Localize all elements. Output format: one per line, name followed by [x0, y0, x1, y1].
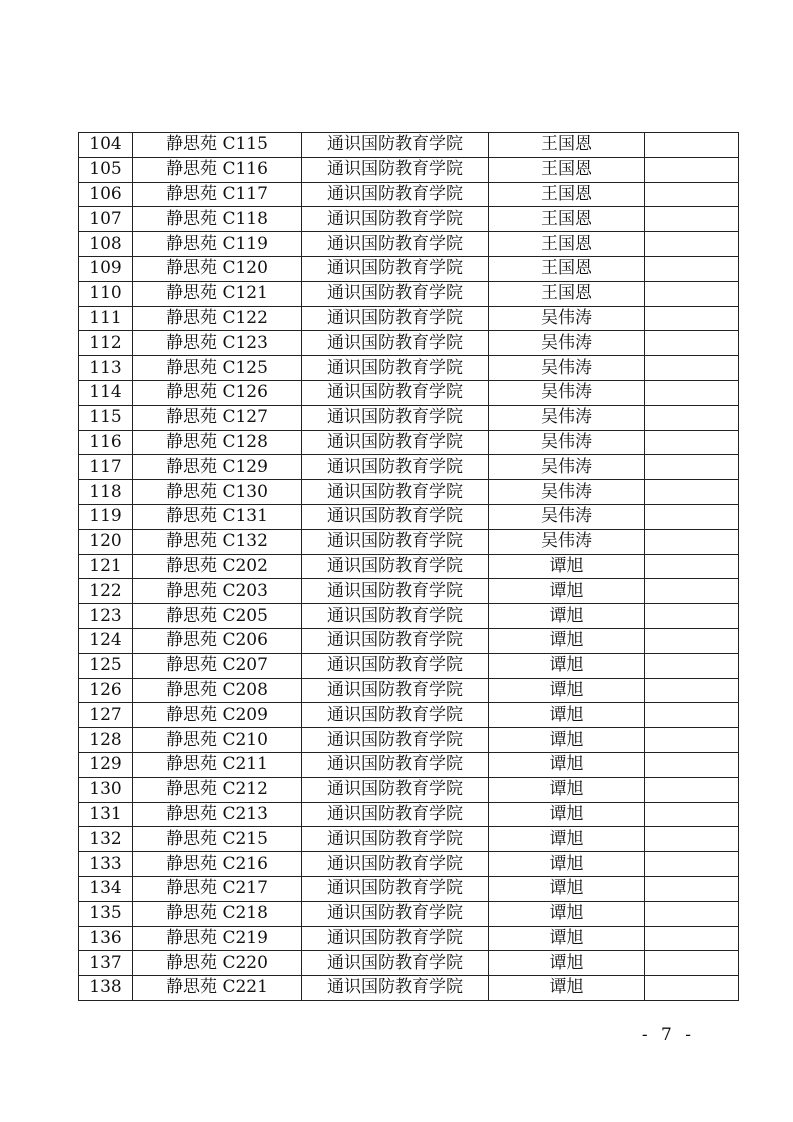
row-number-cell: 113 — [79, 356, 133, 381]
row-number-cell: 136 — [79, 926, 133, 951]
responsible-person-cell: 谭旭 — [489, 827, 645, 852]
room-cell: 静思苑 C132 — [133, 529, 302, 554]
row-number-cell: 126 — [79, 678, 133, 703]
note-cell — [645, 232, 739, 257]
table-row — [79, 504, 739, 529]
row-number-cell: 110 — [79, 281, 133, 306]
responsible-person-cell: 吴伟涛 — [489, 504, 645, 529]
room-cell: 静思苑 C119 — [133, 232, 302, 257]
college-cell: 通识国防教育学院 — [302, 604, 489, 629]
table-row — [79, 926, 739, 951]
room-cell: 静思苑 C212 — [133, 777, 302, 802]
responsible-person-cell: 吴伟涛 — [489, 331, 645, 356]
responsible-person-cell: 王国恩 — [489, 182, 645, 207]
row-number-cell: 106 — [79, 182, 133, 207]
college-cell: 通识国防教育学院 — [302, 976, 489, 1001]
responsible-person-cell: 吴伟涛 — [489, 380, 645, 405]
table-row — [79, 703, 739, 728]
table-row — [79, 480, 739, 505]
note-cell — [645, 133, 739, 158]
row-number-cell: 127 — [79, 703, 133, 728]
table-row — [79, 182, 739, 207]
table-row — [79, 827, 739, 852]
responsible-person-cell: 吴伟涛 — [489, 430, 645, 455]
college-cell: 通识国防教育学院 — [302, 480, 489, 505]
responsible-person-cell: 谭旭 — [489, 703, 645, 728]
responsible-person-cell: 谭旭 — [489, 951, 645, 976]
responsible-person-cell: 谭旭 — [489, 728, 645, 753]
room-cell: 静思苑 C205 — [133, 604, 302, 629]
row-number-cell: 109 — [79, 256, 133, 281]
college-cell: 通识国防教育学院 — [302, 182, 489, 207]
note-cell — [645, 207, 739, 232]
row-number-cell: 131 — [79, 802, 133, 827]
room-cell: 静思苑 C203 — [133, 579, 302, 604]
row-number-cell: 137 — [79, 951, 133, 976]
table-row — [79, 157, 739, 182]
note-cell — [645, 876, 739, 901]
table-row — [79, 133, 739, 158]
college-cell: 通识国防教育学院 — [302, 455, 489, 480]
table-row — [79, 653, 739, 678]
row-number-cell: 105 — [79, 157, 133, 182]
responsible-person-cell: 谭旭 — [489, 976, 645, 1001]
college-cell: 通识国防教育学院 — [302, 356, 489, 381]
note-cell — [645, 703, 739, 728]
row-number-cell: 108 — [79, 232, 133, 257]
note-cell — [645, 455, 739, 480]
college-cell: 通识国防教育学院 — [302, 554, 489, 579]
responsible-person-cell: 吴伟涛 — [489, 455, 645, 480]
note-cell — [645, 752, 739, 777]
table-row — [79, 331, 739, 356]
responsible-person-cell: 王国恩 — [489, 256, 645, 281]
room-cell: 静思苑 C207 — [133, 653, 302, 678]
note-cell — [645, 306, 739, 331]
room-cell: 静思苑 C123 — [133, 331, 302, 356]
row-number-cell: 133 — [79, 852, 133, 877]
table-row — [79, 579, 739, 604]
college-cell: 通识国防教育学院 — [302, 678, 489, 703]
table-row — [79, 232, 739, 257]
table-row — [79, 529, 739, 554]
row-number-cell: 132 — [79, 827, 133, 852]
room-cell: 静思苑 C219 — [133, 926, 302, 951]
table-row — [79, 777, 739, 802]
college-cell: 通识国防教育学院 — [302, 281, 489, 306]
room-cell: 静思苑 C125 — [133, 356, 302, 381]
table-row — [79, 380, 739, 405]
college-cell: 通识国防教育学院 — [302, 876, 489, 901]
table-row — [79, 802, 739, 827]
note-cell — [645, 579, 739, 604]
college-cell: 通识国防教育学院 — [302, 157, 489, 182]
row-number-cell: 124 — [79, 628, 133, 653]
note-cell — [645, 827, 739, 852]
responsible-person-cell: 吴伟涛 — [489, 356, 645, 381]
room-cell: 静思苑 C126 — [133, 380, 302, 405]
note-cell — [645, 554, 739, 579]
row-number-cell: 120 — [79, 529, 133, 554]
row-number-cell: 115 — [79, 405, 133, 430]
college-cell: 通识国防教育学院 — [302, 852, 489, 877]
room-cell: 静思苑 C218 — [133, 901, 302, 926]
table-row — [79, 281, 739, 306]
roster-table-body — [79, 133, 739, 1001]
table-row — [79, 752, 739, 777]
table-row — [79, 728, 739, 753]
note-cell — [645, 976, 739, 1001]
note-cell — [645, 504, 739, 529]
row-number-cell: 129 — [79, 752, 133, 777]
room-cell: 静思苑 C115 — [133, 133, 302, 158]
row-number-cell: 116 — [79, 430, 133, 455]
responsible-person-cell: 王国恩 — [489, 232, 645, 257]
note-cell — [645, 628, 739, 653]
table-row — [79, 604, 739, 629]
responsible-person-cell: 谭旭 — [489, 653, 645, 678]
row-number-cell: 135 — [79, 901, 133, 926]
room-cell: 静思苑 C127 — [133, 405, 302, 430]
college-cell: 通识国防教育学院 — [302, 703, 489, 728]
college-cell: 通识国防教育学院 — [302, 926, 489, 951]
note-cell — [645, 529, 739, 554]
row-number-cell: 121 — [79, 554, 133, 579]
note-cell — [645, 926, 739, 951]
college-cell: 通识国防教育学院 — [302, 628, 489, 653]
note-cell — [645, 182, 739, 207]
responsible-person-cell: 谭旭 — [489, 554, 645, 579]
table-row — [79, 951, 739, 976]
responsible-person-cell: 谭旭 — [489, 852, 645, 877]
note-cell — [645, 951, 739, 976]
table-row — [79, 256, 739, 281]
college-cell: 通识国防教育学院 — [302, 331, 489, 356]
room-cell: 静思苑 C210 — [133, 728, 302, 753]
college-cell: 通识国防教育学院 — [302, 306, 489, 331]
responsible-person-cell: 吴伟涛 — [489, 529, 645, 554]
college-cell: 通识国防教育学院 — [302, 579, 489, 604]
row-number-cell: 111 — [79, 306, 133, 331]
responsible-person-cell: 谭旭 — [489, 628, 645, 653]
note-cell — [645, 678, 739, 703]
room-cell: 静思苑 C206 — [133, 628, 302, 653]
note-cell — [645, 728, 739, 753]
responsible-person-cell: 谭旭 — [489, 876, 645, 901]
room-cell: 静思苑 C221 — [133, 976, 302, 1001]
room-cell: 静思苑 C122 — [133, 306, 302, 331]
table-row — [79, 876, 739, 901]
college-cell: 通识国防教育学院 — [302, 951, 489, 976]
row-number-cell: 117 — [79, 455, 133, 480]
college-cell: 通识国防教育学院 — [302, 802, 489, 827]
table-row — [79, 306, 739, 331]
college-cell: 通识国防教育学院 — [302, 529, 489, 554]
row-number-cell: 138 — [79, 976, 133, 1001]
room-cell: 静思苑 C215 — [133, 827, 302, 852]
responsible-person-cell: 谭旭 — [489, 802, 645, 827]
row-number-cell: 122 — [79, 579, 133, 604]
room-cell: 静思苑 C202 — [133, 554, 302, 579]
row-number-cell: 104 — [79, 133, 133, 158]
college-cell: 通识国防教育学院 — [302, 777, 489, 802]
table-row — [79, 901, 739, 926]
note-cell — [645, 356, 739, 381]
row-number-cell: 128 — [79, 728, 133, 753]
responsible-person-cell: 吴伟涛 — [489, 405, 645, 430]
responsible-person-cell: 谭旭 — [489, 901, 645, 926]
room-cell: 静思苑 C131 — [133, 504, 302, 529]
note-cell — [645, 802, 739, 827]
note-cell — [645, 281, 739, 306]
responsible-person-cell: 吴伟涛 — [489, 480, 645, 505]
row-number-cell: 125 — [79, 653, 133, 678]
responsible-person-cell: 王国恩 — [489, 157, 645, 182]
room-cell: 静思苑 C216 — [133, 852, 302, 877]
college-cell: 通识国防教育学院 — [302, 256, 489, 281]
responsible-person-cell: 谭旭 — [489, 777, 645, 802]
responsible-person-cell: 谭旭 — [489, 604, 645, 629]
note-cell — [645, 405, 739, 430]
table-row — [79, 628, 739, 653]
room-cell: 静思苑 C211 — [133, 752, 302, 777]
responsible-person-cell: 谭旭 — [489, 579, 645, 604]
college-cell: 通识国防教育学院 — [302, 653, 489, 678]
row-number-cell: 119 — [79, 504, 133, 529]
college-cell: 通识国防教育学院 — [302, 430, 489, 455]
room-cell: 静思苑 C116 — [133, 157, 302, 182]
responsible-person-cell: 王国恩 — [489, 207, 645, 232]
row-number-cell: 118 — [79, 480, 133, 505]
responsible-person-cell: 王国恩 — [489, 281, 645, 306]
row-number-cell: 130 — [79, 777, 133, 802]
note-cell — [645, 380, 739, 405]
row-number-cell: 114 — [79, 380, 133, 405]
table-row — [79, 852, 739, 877]
college-cell: 通识国防教育学院 — [302, 207, 489, 232]
responsible-person-cell: 吴伟涛 — [489, 306, 645, 331]
college-cell: 通识国防教育学院 — [302, 901, 489, 926]
page-number: - 7 - — [641, 1025, 695, 1045]
table-row — [79, 207, 739, 232]
responsible-person-cell: 谭旭 — [489, 752, 645, 777]
room-cell: 静思苑 C117 — [133, 182, 302, 207]
college-cell: 通识国防教育学院 — [302, 232, 489, 257]
college-cell: 通识国防教育学院 — [302, 504, 489, 529]
responsible-person-cell: 谭旭 — [489, 926, 645, 951]
room-cell: 静思苑 C120 — [133, 256, 302, 281]
room-cell: 静思苑 C208 — [133, 678, 302, 703]
room-cell: 静思苑 C118 — [133, 207, 302, 232]
room-cell: 静思苑 C220 — [133, 951, 302, 976]
room-cell: 静思苑 C217 — [133, 876, 302, 901]
room-cell: 静思苑 C121 — [133, 281, 302, 306]
responsible-person-cell: 王国恩 — [489, 133, 645, 158]
note-cell — [645, 157, 739, 182]
table-row — [79, 405, 739, 430]
college-cell: 通识国防教育学院 — [302, 728, 489, 753]
note-cell — [645, 901, 739, 926]
table-row — [79, 356, 739, 381]
note-cell — [645, 256, 739, 281]
responsible-person-cell: 谭旭 — [489, 678, 645, 703]
room-cell: 静思苑 C128 — [133, 430, 302, 455]
table-row — [79, 976, 739, 1001]
note-cell — [645, 604, 739, 629]
college-cell: 通识国防教育学院 — [302, 405, 489, 430]
table-row — [79, 430, 739, 455]
table-row — [79, 678, 739, 703]
note-cell — [645, 653, 739, 678]
college-cell: 通识国防教育学院 — [302, 827, 489, 852]
note-cell — [645, 777, 739, 802]
note-cell — [645, 331, 739, 356]
note-cell — [645, 480, 739, 505]
roster-table — [78, 132, 739, 1001]
note-cell — [645, 430, 739, 455]
college-cell: 通识国防教育学院 — [302, 380, 489, 405]
table-row — [79, 455, 739, 480]
table-row — [79, 554, 739, 579]
note-cell — [645, 852, 739, 877]
row-number-cell: 134 — [79, 876, 133, 901]
room-cell: 静思苑 C213 — [133, 802, 302, 827]
college-cell: 通识国防教育学院 — [302, 752, 489, 777]
room-cell: 静思苑 C129 — [133, 455, 302, 480]
college-cell: 通识国防教育学院 — [302, 133, 489, 158]
room-cell: 静思苑 C130 — [133, 480, 302, 505]
row-number-cell: 107 — [79, 207, 133, 232]
room-cell: 静思苑 C209 — [133, 703, 302, 728]
row-number-cell: 123 — [79, 604, 133, 629]
row-number-cell: 112 — [79, 331, 133, 356]
